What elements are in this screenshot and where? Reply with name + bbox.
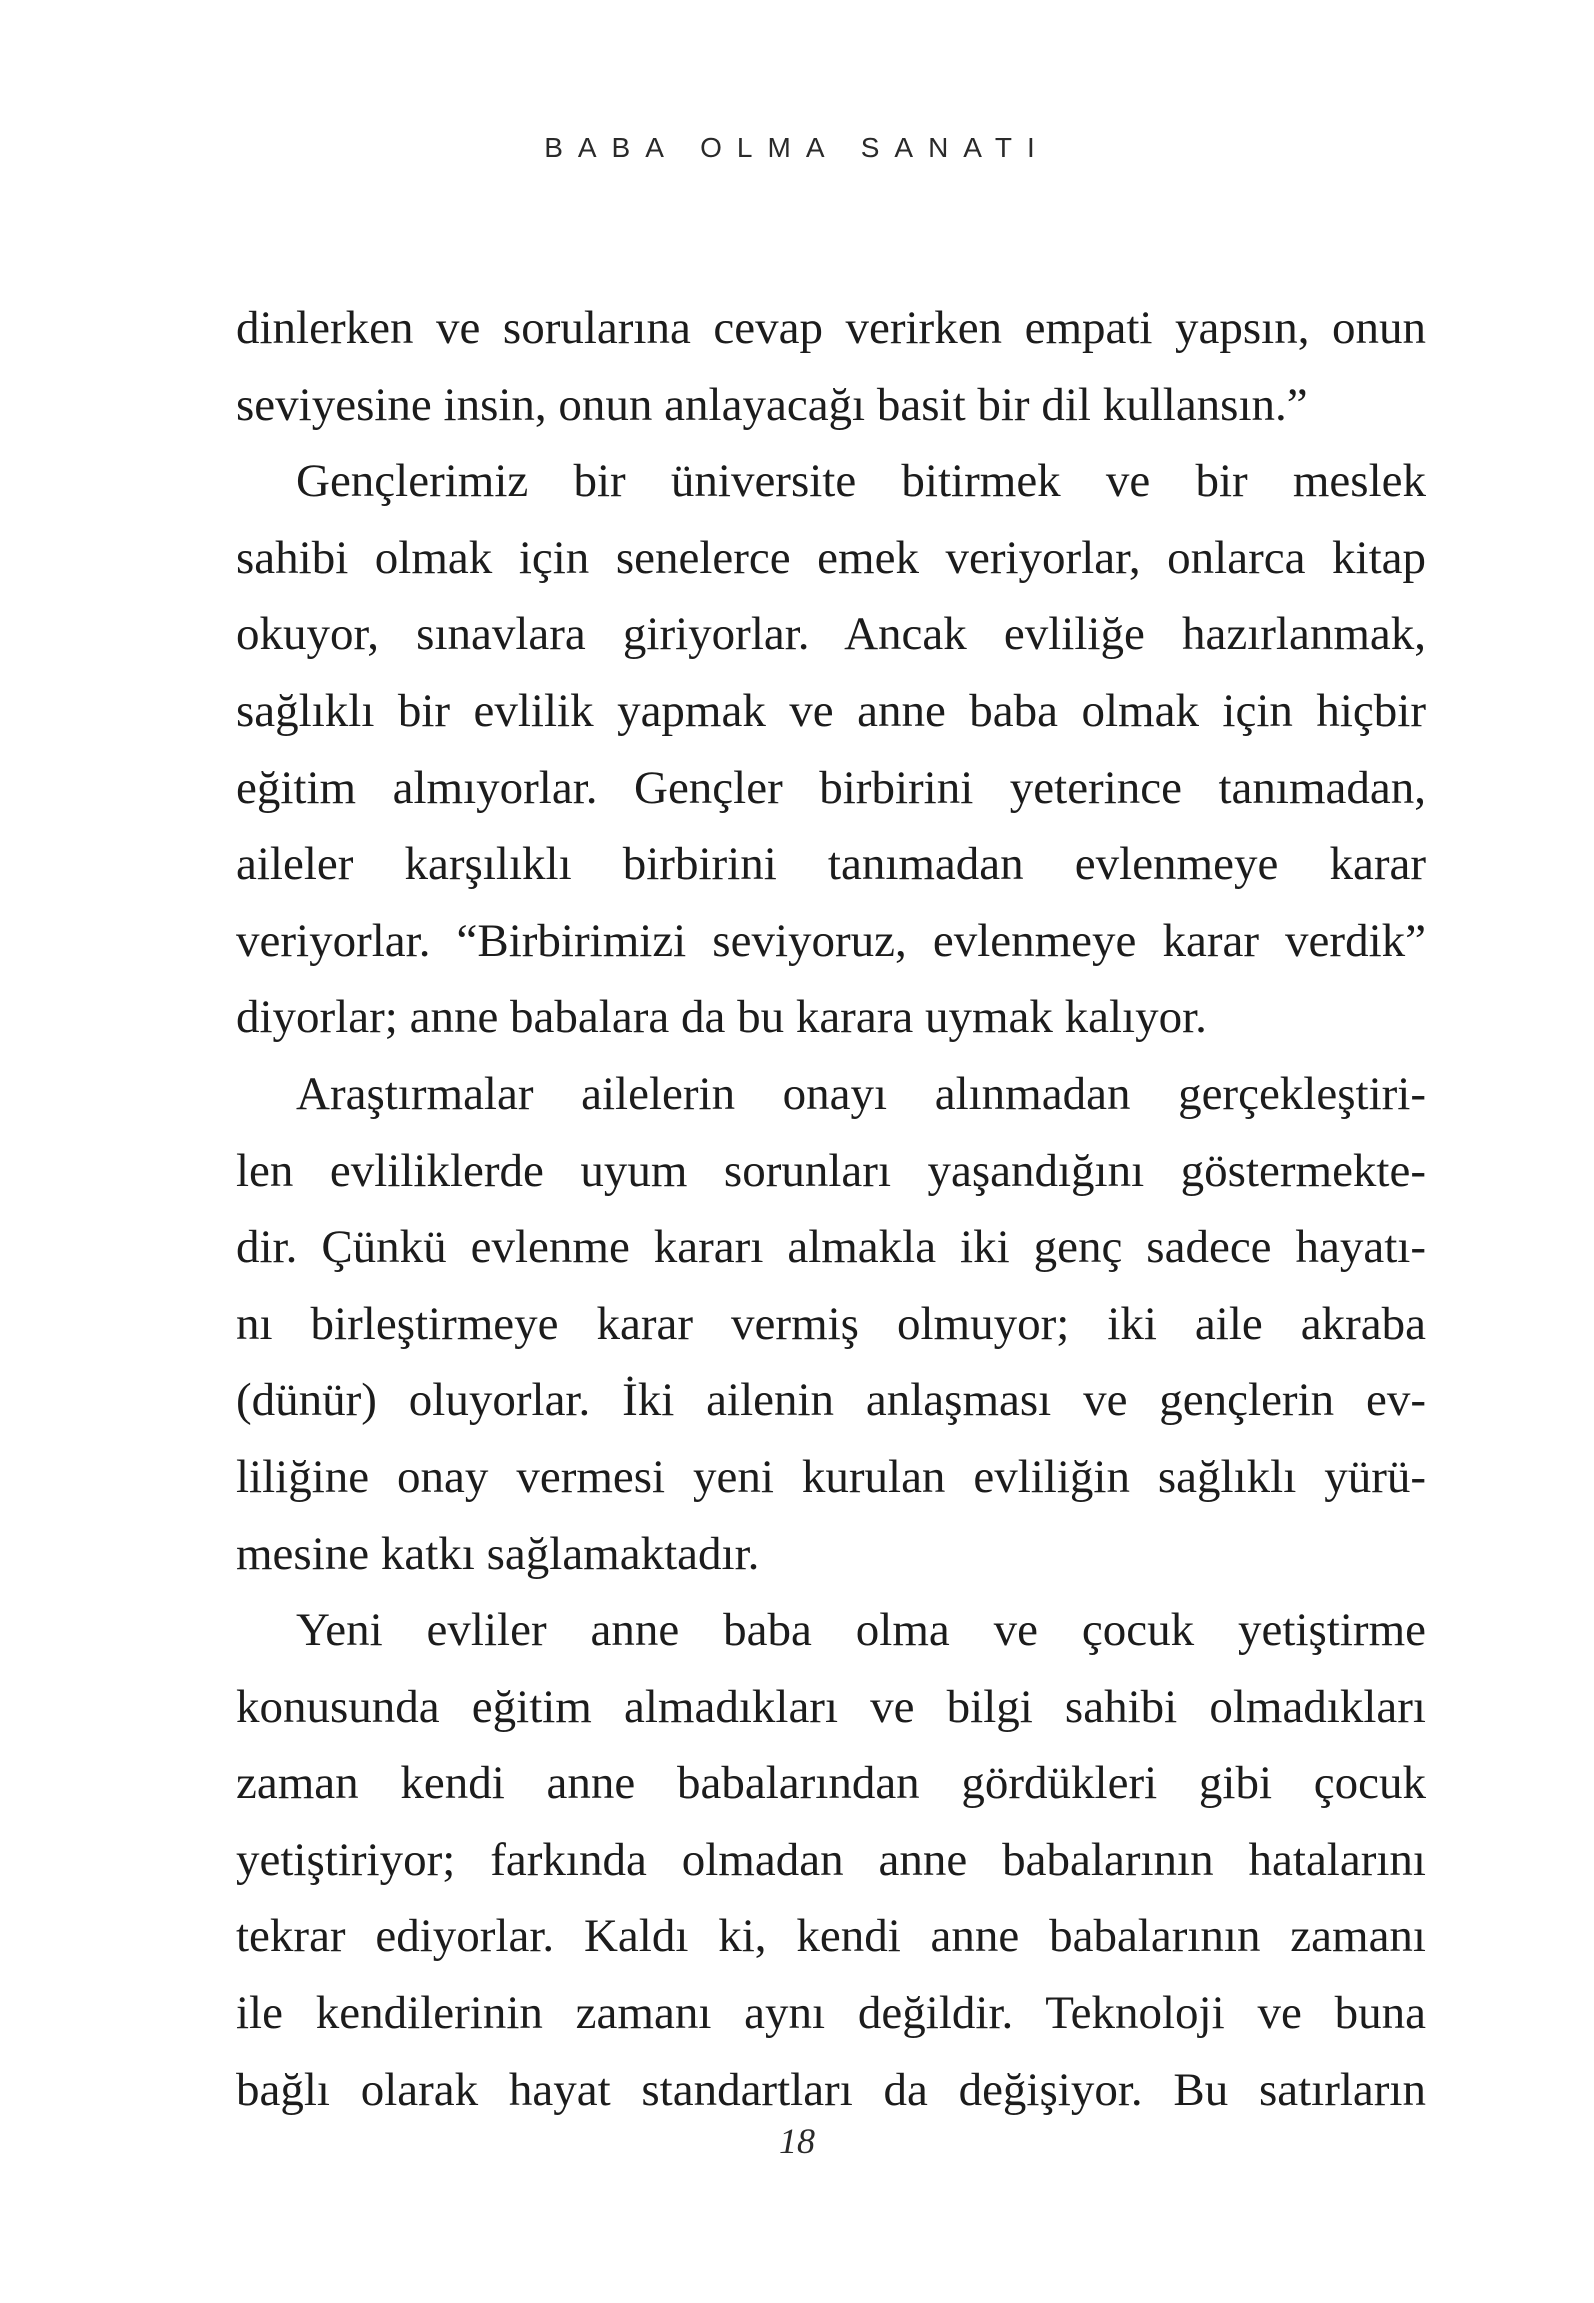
page-number: 18	[779, 2121, 815, 2161]
text-line: dir. Çünkü evlenme kararı almakla iki genç sadece hayatı-	[236, 1221, 1426, 1274]
text-line: dinlerken ve sorularına cevap verirken empati yapsın, onun	[236, 302, 1426, 354]
text-line: tekrar ediyorlar. Kaldı ki, kendi anne babalarının zamanı	[236, 1910, 1426, 1963]
text-line: Yeni evliler anne baba olma ve çocuk yetiştirme	[296, 1604, 1426, 1657]
text-line: konusunda eğitim almadıkları ve bilgi sahibi olmadıkları	[236, 1680, 1426, 1733]
text-line: Araştırmalar ailelerin onayı alınmadan gerçekleştiri-	[296, 1067, 1426, 1120]
text-line: aileler karşılıklı birbirini tanımadan evlenmeye karar	[236, 838, 1426, 891]
text-line: sağlıklı bir evlilik yapmak ve anne baba olmak için hiçbir	[236, 684, 1426, 737]
text-line: okuyor, sınavlara giriyorlar. Ancak evliliğe hazırlanmak,	[236, 608, 1426, 661]
text-line: Gençlerimiz bir üniversite bitirmek ve bir meslek	[296, 455, 1426, 508]
text-line: eğitim almıyorlar. Gençler birbirini yeterince tanımadan,	[236, 761, 1426, 814]
text-line: (dünür) oluyorlar. İki ailenin anlaşması ve gençlerin ev-	[236, 1374, 1426, 1427]
text-line: veriyorlar. “Birbirimizi seviyoruz, evlenmeye karar verdik”	[236, 914, 1426, 967]
text-line: nı birleştirmeye karar vermiş olmuyor; iki aile akraba	[236, 1297, 1426, 1350]
text-line: ile kendilerinin zamanı aynı değildir. Teknoloji ve buna	[236, 1987, 1426, 2040]
text-line: liliğine onay vermesi yeni kurulan evliliğin sağlıklı yürü-	[236, 1450, 1426, 1503]
text-line: seviyesine insin, onun anlayacağı basit bir dil kullansın.”	[236, 378, 1308, 431]
text-line: yetiştiriyor; farkında olmadan anne babalarının hatalarını	[236, 1833, 1426, 1886]
text-line: diyorlar; anne babalara da bu karara uymak kalıyor.	[236, 991, 1207, 1044]
text-line: bağlı olarak hayat standartları da değişiyor. Bu satırların	[236, 2063, 1426, 2116]
text-line: len evliliklerde uyum sorunları yaşandığını göstermekte-	[236, 1144, 1426, 1197]
text-line: sahibi olmak için senelerce emek veriyorlar, onlarca kitap	[236, 531, 1426, 584]
text-line: mesine katkı sağlamaktadır.	[236, 1527, 760, 1580]
running-title: BABA OLMA SANATI	[544, 132, 1050, 163]
body-text	[236, 290, 1426, 2128]
text-line: zaman kendi anne babalarından gördükleri gibi çocuk	[236, 1757, 1426, 1810]
